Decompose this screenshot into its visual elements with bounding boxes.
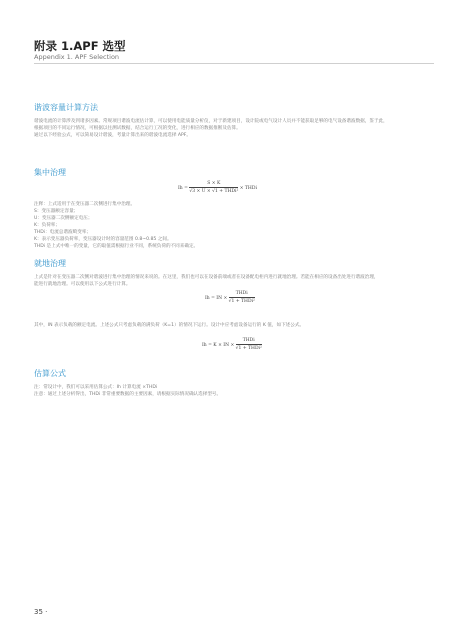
paragraph-line: 能进行就地治理。可以使用以下公式进行计算。	[34, 282, 131, 287]
note-line: 注意：通过上述分析得出，THDi 非常重要数据的主要因素，请根据实际情况确认选择型号。	[34, 392, 222, 397]
note-line: S：变压器额定容量；	[34, 209, 79, 214]
section-heading-local: 就地治理	[34, 259, 66, 268]
paragraph-line: 根据项目的不同运行情况，可根据以往测试数据，结合运行工况的变化，进行相应的数据推断及估算。	[34, 126, 241, 131]
note-line: 注：常设计中，我们可以采用估算公式：Ih 计算电流 ×THDi	[34, 385, 158, 390]
paragraph-line: 上式是针对在变压器二次侧对谐波进行集中治理的情况来说的。在这里，我们也可以在设备前端或者在设备配电柜内进行就地治理。若能在相应的设备出处进行谐波治理，	[34, 275, 379, 280]
paragraph-line: 谐波电流的计算涉及到诸多因素。常规项目谐波电流估计算，可以使用电能质量分析仪，对于新建项目，设计院或电气设计人员并不能获取足够的电气设备谐波数据，鉴于此，	[34, 119, 388, 124]
formula-local-2: Ih = K × IN × $\frac{\text{THDi}}{\text{√1 + THDi²}}$	[202, 338, 262, 351]
title-divider	[34, 63, 434, 64]
note-line: THDi：电流总谐波畸变率；	[34, 230, 92, 235]
formula-centralized: Ih = $\frac{S \times K}{\text{√3 × U × √1 + THDi²}}$ × THDi	[178, 181, 257, 194]
page-title: 附录 1.APF 选型	[34, 39, 126, 53]
paragraph-line: 其中，IN 表示负载的额定电流。上述公式只考虑负载的满负荷（K=1）的情况下运行。设计中应考虑设备运行的 K 值，如下述公式。	[34, 323, 305, 328]
note-line: THDi 是上式中唯一的变量，它的取值需根据行业不同，系统负荷的不同来确定。	[34, 244, 199, 249]
note-line: 注释：上式适用于在变压器二次侧进行集中治理。	[34, 202, 136, 207]
section-heading-centralized: 集中治理	[34, 168, 66, 177]
page-subtitle: Appendix 1. APF Selection	[34, 53, 120, 61]
page-number: 35 ·	[34, 608, 48, 616]
formula-local-1: Ih = IN × $\frac{\text{THDi}}{\text{√1 + THDi²}}$	[205, 291, 255, 304]
paragraph-line: 通过以下经验公式，可以简易设计谐波，考量计算出来的谐波电流选择 APF。	[34, 133, 192, 138]
section-heading-harmonic-capacity: 谐波容量计算方法	[34, 103, 98, 112]
note-line: K：表示变压器负荷率，变压器设计时的容量范围 0.8~0.85 之间。	[34, 237, 172, 242]
note-line: K：负荷率；	[34, 223, 60, 228]
section-heading-estimate: 估算公式	[34, 369, 66, 378]
note-line: U：变压器二次侧额定电压；	[34, 216, 93, 221]
